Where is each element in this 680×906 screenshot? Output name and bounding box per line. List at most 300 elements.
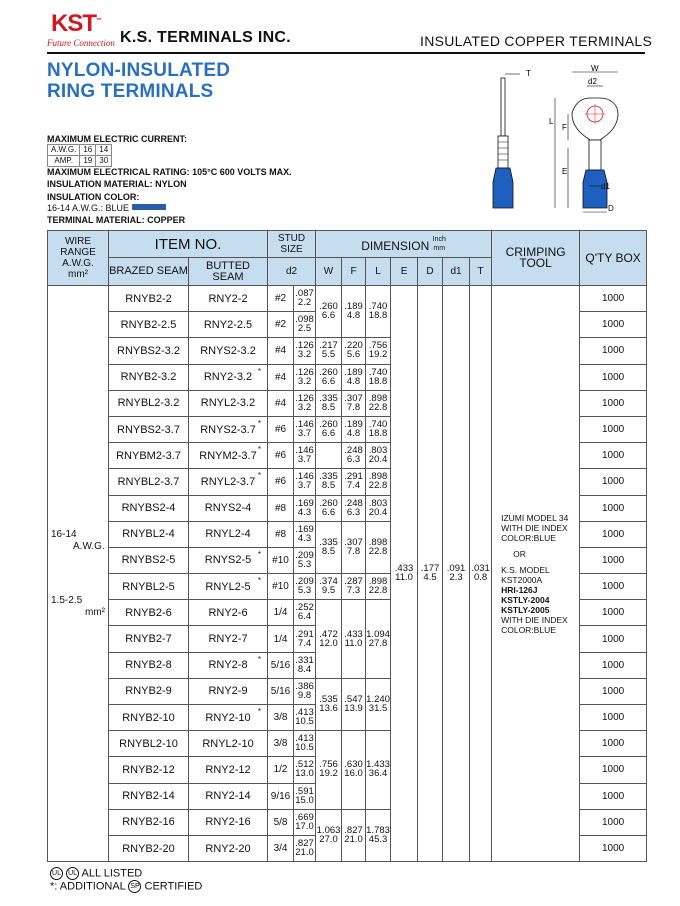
qty-box: 1000 — [580, 547, 647, 573]
butted-seam-part: RNY2-6 — [208, 606, 248, 619]
L-value — [366, 495, 391, 521]
d2-value — [294, 626, 316, 652]
amp-value: 19 — [80, 156, 96, 167]
d2-inch: .087 — [295, 288, 314, 300]
butted-seam-part: RNYM2-3.7 — [199, 449, 257, 462]
butted-seam-cell — [189, 809, 268, 835]
d2-value — [294, 783, 316, 809]
value-mm: 18.8 — [368, 428, 388, 440]
brazed-seam-part: RNYBL2-5 — [109, 574, 189, 600]
brazed-seam-part: RNYB2-2.5 — [109, 312, 189, 338]
d2-inch: .252 — [295, 602, 314, 614]
L-value — [366, 600, 391, 679]
value-mm: 19.2 — [319, 768, 338, 780]
spec-max-current-label: MAXIMUM ELECTRIC CURRENT: — [47, 134, 187, 144]
page-category: INSULATED COPPER TERMINALS — [420, 33, 653, 49]
stud-size: #6 — [268, 469, 294, 495]
value-mm: 27.8 — [368, 637, 388, 649]
d2-value — [294, 338, 316, 364]
butted-seam-cell — [189, 495, 268, 521]
butted-seam-cell — [189, 757, 268, 783]
value-inch: .189 — [344, 301, 363, 313]
d2-mm: 10.5 — [295, 742, 314, 754]
d2-value — [294, 364, 316, 390]
value-inch: .803 — [368, 497, 388, 509]
W-value — [316, 364, 342, 390]
qty-box: 1000 — [580, 626, 647, 652]
d2-mm: 6.4 — [297, 611, 312, 623]
d2-inch: .098 — [295, 314, 314, 326]
brazed-seam-part: RNYB2-6 — [109, 600, 189, 626]
brazed-seam-part: RNYB2-7 — [109, 626, 189, 652]
d2-inch: .291 — [295, 628, 314, 640]
W-value — [316, 416, 342, 442]
label-F: F — [562, 123, 567, 132]
value-inch: .220 — [344, 340, 363, 352]
header-D: D — [418, 258, 443, 286]
qty-box: 1000 — [580, 809, 647, 835]
qty-box: 1000 — [580, 574, 647, 600]
F-value — [342, 286, 366, 338]
stud-size: 5/8 — [268, 809, 294, 835]
header-F: F — [342, 258, 366, 286]
butted-seam-cell — [189, 678, 268, 704]
value-inch: .803 — [368, 445, 388, 457]
W-value — [316, 600, 342, 679]
brand-logo — [51, 10, 101, 38]
butted-seam-part: RNY2-8 — [208, 659, 248, 672]
mm-range: 1.5-2.5 — [51, 594, 83, 606]
value-inch: .260 — [319, 419, 338, 431]
insulation-color-value: 16-14 A.W.G.: BLUE — [47, 203, 130, 213]
d2-inch: .413 — [295, 733, 314, 745]
d2-inch: .126 — [295, 366, 314, 378]
butted-seam-cell — [189, 469, 268, 495]
F-value — [342, 574, 366, 600]
side-view-insulation — [493, 168, 513, 208]
d2-inch: .209 — [295, 549, 314, 561]
value-mm: 22.8 — [368, 480, 388, 492]
value-mm: 0.8 — [473, 572, 488, 584]
awg-value: 14 — [96, 145, 112, 156]
value-mm: 6.6 — [321, 506, 336, 518]
d2-value — [294, 469, 316, 495]
value-mm: 4.8 — [346, 375, 361, 387]
ul-additional-star: * — [257, 707, 262, 716]
spec-rating: MAXIMUM ELECTRICAL RATING: 105°C 600 VOLTS MAX. — [47, 167, 292, 177]
dimension-label: DIMENSION — [361, 239, 430, 253]
value-inch: .031 — [471, 563, 490, 575]
value-inch: .260 — [319, 366, 338, 378]
stud-size: 5/16 — [268, 652, 294, 678]
stud-size: 5/16 — [268, 678, 294, 704]
value-inch: .630 — [344, 759, 363, 771]
qty-box: 1000 — [580, 521, 647, 547]
butted-seam-part: RNYS2-4 — [204, 502, 252, 515]
current-rating-amp-row — [48, 156, 112, 167]
current-rating-table — [47, 144, 112, 167]
value-mm: 7.3 — [346, 585, 361, 597]
crimp-line: WITH DIE INDEX — [501, 522, 568, 533]
brazed-seam-part: RNYBS2-3.7 — [109, 416, 189, 442]
value-inch: .535 — [319, 694, 338, 705]
butted-seam-part: RNY2-14 — [205, 790, 251, 803]
side-view-barrel — [498, 136, 508, 168]
brazed-seam-part: RNYBL2-3.2 — [109, 390, 189, 416]
value-mm: 9.5 — [321, 585, 336, 597]
d2-value — [294, 443, 316, 469]
stud-size: #8 — [268, 495, 294, 521]
company-name: K.S. TERMINALS INC. — [120, 29, 292, 46]
inch-unit: Inch — [432, 236, 446, 243]
value-mm: 18.8 — [368, 375, 388, 387]
butted-seam-cell — [189, 416, 268, 442]
d2-mm: 8.4 — [297, 663, 312, 675]
d2-mm: 3.2 — [297, 375, 312, 387]
header-divider — [47, 52, 645, 54]
W-value — [316, 574, 342, 600]
d2-mm: 3.7 — [297, 480, 312, 492]
value-mm: 45.3 — [368, 833, 388, 845]
awg-label: A.W.G. — [48, 145, 80, 156]
d2-mm: 15.0 — [295, 794, 314, 806]
mm-unit: mm² — [85, 606, 105, 618]
value-inch: .260 — [319, 497, 338, 509]
d2-inch: .126 — [295, 392, 314, 404]
ul-additional-star: * — [257, 366, 262, 376]
header-T: T — [470, 258, 492, 286]
crimp-line: KSTLY-2005 — [501, 604, 550, 615]
stud-size: #6 — [268, 416, 294, 442]
value-inch: .287 — [344, 576, 363, 588]
table-header-row-1 — [48, 231, 647, 258]
header-d2: d2 — [268, 258, 316, 286]
qty-box: 1000 — [580, 469, 647, 495]
qty-box: 1000 — [580, 783, 647, 809]
stud-size: 9/16 — [268, 783, 294, 809]
value-mm: 7.8 — [346, 545, 361, 557]
brazed-seam-part: RNYB2-14 — [109, 783, 189, 809]
value-mm: 2.3 — [449, 572, 463, 584]
csa-mark-icon: SP — [128, 880, 141, 893]
butted-seam-cell — [189, 443, 268, 469]
qty-box: 1000 — [580, 416, 647, 442]
stud-size: 3/8 — [268, 731, 294, 757]
qty-box: 1000 — [580, 286, 647, 312]
butted-seam-cell — [189, 364, 268, 390]
value-mm: 12.0 — [319, 637, 338, 649]
header-L: L — [366, 258, 391, 286]
value-inch: .291 — [344, 471, 363, 483]
awg-range: 16-14 — [51, 528, 77, 540]
d2-value — [294, 678, 316, 704]
value-inch: .307 — [344, 536, 363, 548]
d2-mm: 3.2 — [297, 349, 312, 361]
L-value — [366, 416, 391, 442]
product-table — [47, 230, 647, 862]
header-crimping-tool: CRIMPING TOOL — [492, 231, 580, 286]
d2-value — [294, 286, 316, 312]
stud-size: #6 — [268, 443, 294, 469]
W-value — [316, 469, 342, 495]
d2-inch: .146 — [295, 471, 314, 483]
value-mm: 6.6 — [321, 375, 336, 387]
ul-additional-star: * — [257, 654, 262, 664]
stud-size: #10 — [268, 547, 294, 573]
value-inch: .189 — [344, 419, 363, 431]
d2-inch: .669 — [295, 811, 314, 823]
value-inch: .335 — [319, 471, 338, 483]
d2-mm: 3.2 — [297, 401, 312, 413]
d2-inch: .331 — [295, 654, 314, 666]
L-value — [366, 809, 391, 861]
d2-value — [294, 312, 316, 338]
listed-text: ALL LISTED — [81, 867, 143, 880]
d2-inch: .126 — [295, 340, 314, 352]
insulation-color-swatch — [132, 204, 166, 210]
d2-inch: .591 — [295, 785, 314, 797]
value-inch: .217 — [319, 340, 338, 352]
stud-size: 3/8 — [268, 705, 294, 731]
header-butted-seam: BUTTED SEAM — [189, 258, 268, 286]
value-inch: .091 — [446, 563, 466, 575]
butted-seam-cell — [189, 574, 268, 600]
header-W: W — [316, 258, 342, 286]
qty-box: 1000 — [580, 835, 647, 861]
brazed-seam-part: RNYB2-20 — [109, 835, 189, 861]
certified-text: CERTIFIED — [144, 880, 203, 893]
d2-mm: 2.2 — [297, 297, 312, 309]
spec-terminal-material: TERMINAL MATERIAL: COPPER — [47, 215, 186, 225]
brazed-seam-part: RNYB2-8 — [109, 652, 189, 678]
d2-inch: .413 — [295, 707, 314, 719]
value-mm: 13.6 — [319, 703, 338, 714]
W-value — [316, 443, 342, 469]
value-mm: 6.6 — [321, 428, 336, 440]
butted-seam-part: RNY2-16 — [205, 816, 251, 829]
value-inch: .827 — [344, 824, 363, 836]
crimp-line: IZUMI MODEL 34 — [501, 512, 569, 523]
d2-mm: 10.5 — [295, 716, 314, 728]
wire-range-label: WIRE RANGE — [60, 236, 96, 258]
label-d1: d1 — [601, 182, 610, 191]
spec-insulation-material: INSULATION MATERIAL: NYLON — [47, 179, 187, 189]
W-value — [316, 286, 342, 338]
W-value — [316, 338, 342, 364]
qty-box: 1000 — [580, 600, 647, 626]
brazed-seam-part: RNYBM2-3.7 — [109, 443, 189, 469]
W-value — [316, 390, 342, 416]
value-inch: .472 — [319, 628, 338, 640]
value-inch: 1.063 — [316, 824, 341, 836]
brazed-seam-part: RNYBS2-3.2 — [109, 338, 189, 364]
butted-seam-part: RNY2-7 — [208, 633, 248, 646]
additional-text: *: ADDITIONAL — [50, 880, 126, 893]
F-value — [342, 390, 366, 416]
value-inch: .740 — [368, 366, 388, 378]
stud-size: 1/4 — [268, 626, 294, 652]
mm-unit-label: mm² — [68, 269, 88, 280]
ul-additional-star: * — [257, 549, 262, 559]
value-inch: .433 — [394, 563, 414, 575]
F-value — [342, 416, 366, 442]
ul-additional-star: * — [257, 418, 262, 428]
L-value — [366, 731, 391, 810]
F-value — [342, 600, 366, 679]
wire-range-cell — [48, 286, 109, 862]
qty-box: 1000 — [580, 338, 647, 364]
d2-value — [294, 809, 316, 835]
stud-size: #4 — [268, 338, 294, 364]
L-value — [366, 286, 391, 338]
W-value — [316, 521, 342, 573]
brazed-seam-part: RNYB2-16 — [109, 809, 189, 835]
value-mm: 7.8 — [346, 401, 361, 413]
brazed-seam-part: RNYBS2-4 — [109, 495, 189, 521]
value-inch: .248 — [344, 445, 363, 457]
value-mm: 6.6 — [321, 310, 336, 322]
d2-inch: .169 — [295, 523, 314, 535]
crimp-line: KST2000A — [501, 574, 543, 585]
butted-seam-part: RNYS2-3.2 — [200, 344, 256, 357]
header-qty-box: Q'TY BOX — [580, 231, 647, 286]
d2-value — [294, 757, 316, 783]
value-inch: .898 — [368, 471, 388, 483]
qty-box: 1000 — [580, 678, 647, 704]
brazed-seam-part: RNYBL2-4 — [109, 521, 189, 547]
F-value — [342, 443, 366, 469]
L-value — [366, 390, 391, 416]
table-body — [48, 286, 647, 862]
qty-box: 1000 — [580, 443, 647, 469]
value-mm: 5.6 — [346, 349, 361, 361]
label-E: E — [562, 167, 568, 176]
side-view-tongue — [501, 78, 505, 136]
stud-size: 3/4 — [268, 835, 294, 861]
value-inch: .547 — [344, 694, 363, 705]
d2-inch: .169 — [295, 497, 314, 509]
butted-seam-part: RNY2-12 — [205, 763, 251, 776]
value-mm: 27.0 — [319, 833, 338, 845]
awg-value: 16 — [80, 145, 96, 156]
footer-listed — [50, 867, 142, 880]
L-value — [366, 521, 391, 573]
d2-inch: .512 — [295, 759, 314, 771]
d2-value — [294, 495, 316, 521]
footer-additional — [50, 880, 202, 893]
L-value — [366, 364, 391, 390]
F-value — [342, 678, 366, 730]
value-inch: .740 — [368, 301, 388, 313]
page-title-line2: RING TERMINALS — [47, 81, 214, 102]
value-mm: 6.3 — [346, 506, 361, 518]
value-mm: 31.5 — [368, 703, 388, 714]
table-row — [48, 286, 647, 312]
d2-value — [294, 705, 316, 731]
brazed-seam-part: RNYB2-3.2 — [109, 364, 189, 390]
value-mm: 36.4 — [368, 768, 388, 780]
stud-size: 1/2 — [268, 757, 294, 783]
crimp-line: COLOR:BLUE — [501, 532, 556, 543]
butted-seam-part: RNYL2-3.7 — [200, 475, 256, 488]
ring-barrel — [589, 140, 601, 170]
crimp-line: K.S. MODEL — [501, 564, 550, 575]
d2-inch: .386 — [295, 680, 314, 692]
L-value — [366, 574, 391, 600]
butted-seam-cell — [189, 286, 268, 312]
amp-label: AMP. — [48, 156, 80, 167]
T-value — [470, 286, 492, 862]
crimp-line: HRI-126J — [501, 584, 538, 595]
stud-size: #2 — [268, 286, 294, 312]
value-inch: .335 — [319, 536, 338, 548]
stud-size: #2 — [268, 312, 294, 338]
value-inch: 1.783 — [366, 824, 390, 836]
d2-value — [294, 731, 316, 757]
D-value — [418, 286, 443, 862]
butted-seam-cell — [189, 338, 268, 364]
ul-mark-icon: UL — [50, 867, 63, 880]
d2-mm: 9.8 — [297, 689, 312, 701]
qty-box: 1000 — [580, 312, 647, 338]
brand-tagline: Future Connection — [47, 38, 115, 48]
value-mm: 20.4 — [368, 506, 388, 518]
crimp-line: COLOR:BLUE — [501, 624, 556, 635]
value-inch: .433 — [344, 628, 363, 640]
awg-unit: A.W.G. — [73, 540, 105, 552]
brazed-seam-part: RNYBL2-10 — [109, 731, 189, 757]
butted-seam-cell — [189, 312, 268, 338]
value-inch: 1.094 — [366, 628, 390, 640]
qty-box: 1000 — [580, 731, 647, 757]
d2-inch: .209 — [295, 576, 314, 588]
butted-seam-part: RNY2-2 — [208, 292, 248, 305]
logo-tm: ™ — [96, 18, 101, 24]
label-d2: d2 — [588, 77, 597, 86]
value-mm: 16.0 — [344, 768, 363, 780]
butted-seam-cell — [189, 521, 268, 547]
value-mm: 22.8 — [368, 545, 388, 557]
d2-mm: 17.0 — [295, 820, 314, 832]
d2-value — [294, 390, 316, 416]
header-stud-size: STUD SIZE — [268, 231, 316, 258]
value-inch: .260 — [319, 301, 338, 313]
d2-mm: 13.0 — [295, 768, 314, 780]
awg-unit-label: A.W.G. — [62, 258, 94, 269]
butted-seam-part: RNYS2-5 — [204, 554, 252, 567]
crimp-line: WITH DIE INDEX — [501, 614, 568, 625]
qty-box: 1000 — [580, 757, 647, 783]
value-inch: .177 — [420, 563, 440, 575]
butted-seam-part: RNY2-9 — [208, 685, 248, 698]
F-value — [342, 364, 366, 390]
value-mm: 4.5 — [423, 572, 437, 584]
brazed-seam-part: RNYB2-12 — [109, 757, 189, 783]
qty-box: 1000 — [580, 364, 647, 390]
value-mm: 8.5 — [321, 545, 336, 557]
brazed-seam-part: RNYB2-2 — [109, 286, 189, 312]
stud-size: #8 — [268, 521, 294, 547]
d2-value — [294, 835, 316, 861]
stud-size: #4 — [268, 390, 294, 416]
value-mm: 8.5 — [321, 401, 336, 413]
d2-inch: .146 — [295, 419, 314, 431]
d2-value — [294, 521, 316, 547]
value-mm: 5.5 — [321, 349, 336, 361]
value-mm: 22.8 — [368, 401, 388, 413]
L-value — [366, 678, 391, 730]
value-inch: .898 — [368, 392, 388, 404]
